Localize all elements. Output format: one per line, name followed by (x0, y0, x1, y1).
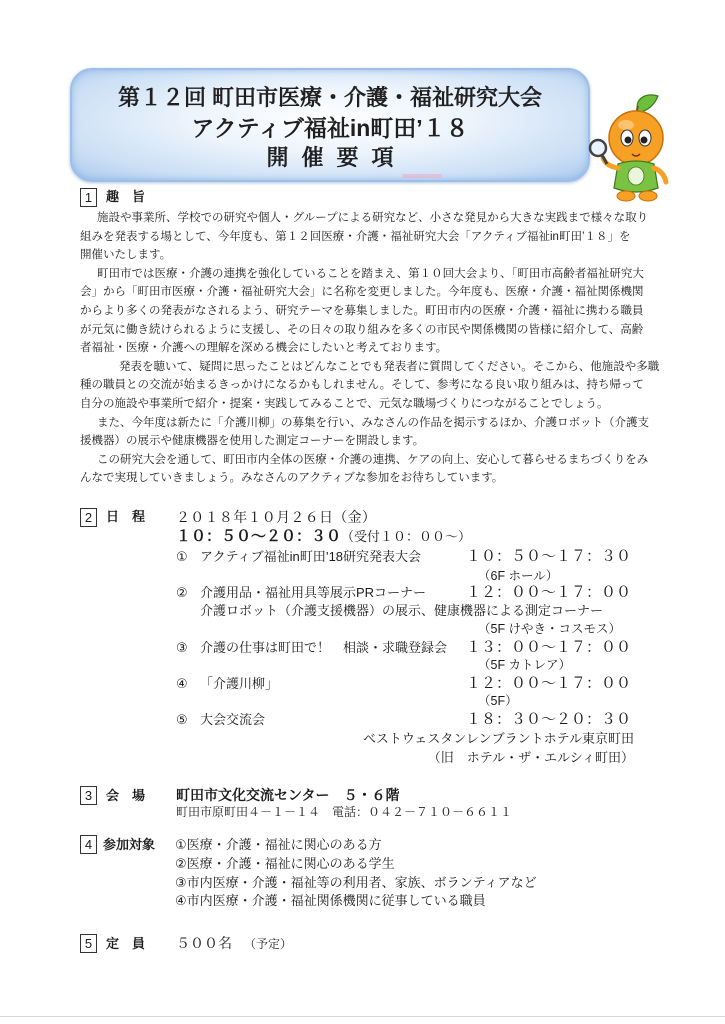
purpose-line: んなで実現していきましょう。みなさんのアクティブな参加をお待ちしています。 (80, 472, 504, 485)
schedule-item-title: 「介護川柳」 (200, 676, 279, 691)
event-hours: １０：５０～２０：３０ (176, 528, 342, 545)
schedule-item-location: （5F カトレア） (478, 658, 572, 672)
schedule-item-mark: ④ (176, 676, 188, 691)
capacity-row (176, 936, 292, 952)
purpose-line: 町田市では医療・介護の連携を強化していることを踏まえ、第１０回大会より、「町田市高齢者福祉研究大 (97, 267, 644, 280)
section-number-participants: 4 (80, 835, 97, 854)
event-hours-row (176, 529, 471, 545)
event-title: 第１２回 町田市医療・介護・福祉研究大会 (117, 85, 543, 110)
title-banner (70, 68, 590, 182)
venue-address: 町田市原町田４－１－１４ 電話：０４２－７１０－６６１１ (176, 805, 513, 819)
section-heading-participants: 参加対象 (103, 837, 156, 852)
banner-highlight (402, 174, 442, 178)
participant-item: ②医療・介護・福祉に関心のある学生 (175, 856, 395, 871)
purpose-line: 種の職員との交流が始まるきっかけになるかもしれません。そして、参考になる良い取り組みは、持ち帰って (80, 379, 644, 392)
event-subtitle: アクティブ福祉in町田’１８ (191, 115, 469, 141)
schedule-item-time: １３：００～１７：００ (466, 639, 632, 656)
capacity-value: ５００名 (176, 935, 232, 951)
schedule-item-location: （5F けやき・コスモス） (478, 622, 622, 636)
schedule-item-location: （6F ホール） (478, 569, 559, 583)
schedule-item-detail: 介護ロボット（介護支援機器）の展示、健康機器による測定コーナー (200, 603, 604, 618)
schedule-item-location: （5F） (478, 694, 518, 708)
purpose-line: からより多くの発表がなされるよう、研究テーマを募集しました。町田市内の医療・介護・福祉に携わる職員 (80, 304, 644, 317)
purpose-line: 開催いたします。 (80, 249, 172, 262)
purpose-line: また、今年度は新たに「介護川柳」の募集を行い、みなさんの作品を掲示するほか、介護ロボット（介護支 (97, 416, 649, 429)
schedule-item-time: １０：５０～１７：３０ (466, 548, 632, 565)
purpose-line: この研究大会を通して、町田市内全体の医療・介護の連携、ケアの向上、安心して暮らせるまちづくりをみ (97, 453, 649, 466)
section-number-schedule: 2 (80, 508, 97, 527)
section-heading-capacity: 定 員 (106, 936, 146, 951)
schedule-item-mark: ⑤ (176, 712, 188, 727)
reception-venue-former-name: （旧 ホテル・ザ・エルシィ町田） (427, 750, 634, 765)
purpose-line: 発表を聴いて、疑問に思ったことはどんなことでも発表者に質問してください。そこから、他施設や多職 (119, 360, 660, 373)
participant-item: ①医療・介護・福祉に関心のある方 (175, 837, 382, 852)
section-heading-schedule: 日 程 (106, 509, 146, 524)
venue-name: 町田市文化交流センター ５・６階 (176, 787, 400, 803)
event-date: ２０１８年１０月２６日（金） (176, 509, 377, 525)
purpose-line: 施設や事業所、学校での研究や個人・グループによる研究など、小さな発見から大きな実践まで様々な取り (97, 212, 649, 224)
section-number-venue: 3 (80, 786, 97, 805)
section-number-purpose: 1 (80, 188, 97, 207)
purpose-line: 自分の施設や事業所で紹介・提案・実践してみることで、元気な職場づくりにつながることでしょう。 (80, 397, 609, 410)
scan-bottom-edge (0, 1016, 725, 1017)
orange-mascot-icon (588, 92, 684, 204)
participant-item: ③市内医療・介護・福祉等の利用者、家族、ボランティアなど (175, 875, 537, 890)
schedule-item-time: １２：００～１７：００ (466, 675, 632, 692)
capacity-note: （予定） (244, 937, 293, 951)
purpose-line: 援機器）の展示や健康機器を使用した測定コーナーを開設します。 (80, 435, 425, 448)
schedule-item-time: １２：００～１７：００ (466, 584, 632, 601)
purpose-line: が元気に働き続けられるように支援し、その日々の取り組みを多くの市民や関係機関の皆様に紹介して、高齢 (80, 323, 644, 336)
schedule-item-time: １８：３０～２０：３０ (466, 711, 632, 728)
purpose-line: 組みを発表する場として、今年度も、第１２回医療・介護・福祉研究大会「アクティブ福祉in町田’１８」を (80, 230, 631, 243)
purpose-line: 者福祉・医療・介護への理解を深める機会にしたいと考えております。 (80, 342, 448, 355)
document-title: 開催要項 (266, 145, 407, 170)
schedule-item-title: 介護の仕事は町田で！ 相談・求職登録会 (200, 640, 448, 655)
reception-time: （受付１０：００～） (341, 529, 472, 544)
schedule-item-mark: ② (176, 585, 188, 600)
purpose-paragraph (80, 209, 680, 488)
schedule-item-title: 介護用品・福祉用具等展示PRコーナー (200, 585, 427, 600)
schedule-item-mark: ① (176, 549, 188, 564)
schedule-item-title: アクティブ福祉in町田’18研究発表大会 (200, 549, 422, 564)
reception-venue: ベストウェスタンレンブラントホテル東京町田 (362, 731, 634, 746)
participant-item: ④市内医療・介護・福祉関係機関に従事している職員 (175, 893, 486, 908)
schedule-item-mark: ③ (176, 640, 188, 655)
schedule-item-title: 大会交流会 (200, 712, 266, 727)
purpose-line: 会」から「町田市医療・介護・福祉研究大会」に名称を変更しました。今年度も、医療・介護・福祉関係機関 (80, 286, 644, 299)
section-number-capacity: 5 (80, 934, 97, 953)
section-heading-venue: 会 場 (106, 788, 146, 803)
section-heading-purpose: 趣 旨 (106, 189, 146, 204)
